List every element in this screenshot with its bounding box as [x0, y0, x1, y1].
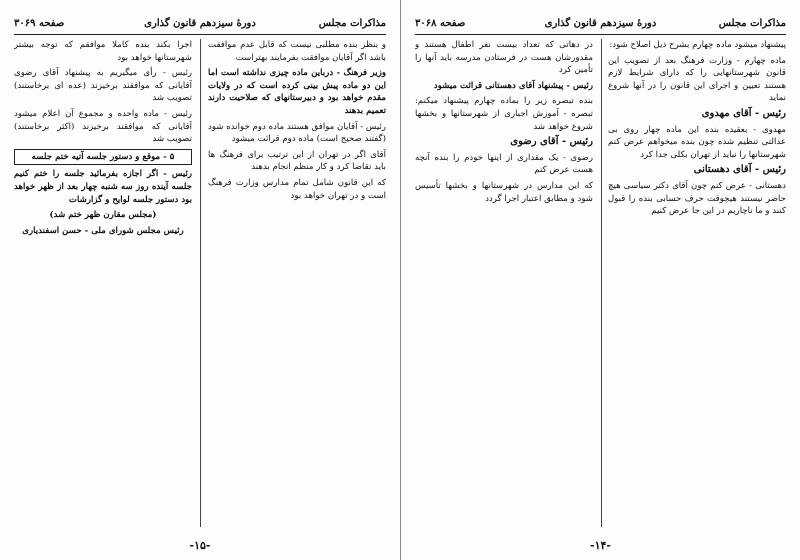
paragraph: اجرا بکند بنده کاملا موافقم که توجه بیشتر شهرستانها خواهد بود [14, 40, 192, 63]
paragraph: دهستانی - عرض کنم چون آقای دکتر سیاسی هیچ حاضر نیستند هیچوقت حرف حسابی بنده را قبول کنند و ما ناچاریم در این جا عرض کنیم [608, 180, 786, 217]
header-title: دورهٔ سیزدهم قانون گذاری [544, 18, 657, 29]
section-heading: ۵ - موقع و دستور جلسه آتیه ختم جلسه [14, 149, 192, 166]
paragraph: رئیس - آقایان موافق هستند ماده دوم خوانده شود (گفتند صحیح است) ماده دوم قرائت میشود [208, 121, 386, 145]
header-page-label: صفحه ۳۰۶۸ [415, 18, 466, 29]
column-left [415, 39, 593, 527]
paragraph: رئیس - رأی میگیریم به پیشنهاد آقای رضوی آقایانی که موافقند برخیزند (عده ای برخاستند) تصویب شد [14, 68, 192, 104]
page-header [14, 8, 386, 35]
header-title: دورهٔ سیزدهم قانون گذاری [144, 18, 256, 29]
column-divider [601, 39, 602, 527]
speaker-line: رئیس - آقای مهدوی [701, 107, 786, 119]
paragraph: مهدوی - بعقیده بنده این ماده چهار روی بی عدالتی تنظیم شده چون بنده میخواهم عرض کنم شهرستانها را نباید از تهران بکلی جدا کرد [608, 124, 786, 160]
right-page [400, 0, 800, 560]
column-left [14, 39, 192, 527]
page-header [415, 8, 786, 35]
column-divider [200, 39, 201, 527]
header-subtitle: مذاکرات مجلس [318, 18, 386, 29]
paragraph: آقای اگر در تهران از این ترتیب برای فرهنگ ها باید تقاضا کرد و کار منظم انجام بدهند [208, 149, 386, 173]
speaker-line: رئیس - آقای رضوی [510, 136, 593, 148]
paragraph: رئیس - ماده واحده و مجموع آن اعلام میشود آقایانی که موافقند برخیزند (اکثر برخاستند) تصویب شد [14, 108, 192, 145]
speaker-line: رئیس - آقای دهستانی [693, 164, 786, 176]
column-right [608, 39, 786, 527]
header-subtitle: مذاکرات مجلس [718, 18, 786, 29]
paragraph: که این مدارس در شهرستانها و بخشها تأسیس شود و مطابق اعتبار اجرا گردد [415, 180, 593, 204]
paragraph: رئیس - پیشنهاد آقای دهستانی قرائت میشود [433, 80, 593, 91]
paragraph: رئیس - اگر اجازه بفرمائید جلسه را ختم کنیم جلسه آینده روز سه شنبه چهار بعد از ظهر خواهد بود دستور جلسه لوایح و گزارشات [14, 169, 192, 205]
paragraph: بنده تبصره زیر را بماده چهارم پیشنهاد میکنم: تبصره - آموزش اجباری از شهرستانها و بخشها شروع خواهد شد [415, 96, 593, 132]
paragraph: در دهاتی که تعداد بیست نفر اطفال هستند و مقدورشان هست در فرستادن مدرسه باید آنها را تأمین کرد [415, 40, 593, 76]
closing-note: (مجلس مقارن ظهر ختم شد) [49, 210, 157, 221]
paragraph: پیشنهاد میشود ماده چهارم بشرح ذیل اصلاح شود: [609, 40, 786, 50]
paragraph: و بنظر بنده مطلبی نیست که قابل عدم موافقت باشد اگر آقایان موافقت بفرمایند بهتراست [208, 40, 386, 63]
paragraph: رضوی - یک مقداری از اینها خودم را بنده آنچه هست عرض کنم [415, 152, 593, 176]
page-number: -۱۵- [189, 539, 211, 552]
paragraph: وزیر فرهنگ - درباین ماده چیزی نداشته است اما این دو ماده پیش بینی کرده است که در ولایات مقدم خواهد بود و دبیرستانهای که صلاحیت دارند تعمیم بدهند [208, 68, 386, 116]
paragraph: ماده چهارم - وزارت فرهنگ بعد از تصویب این قانون شهرستانهایی را که دارای شرایط لازم هستند تعیین و اجرای این قانون را در آنها شروع نماید [608, 55, 786, 104]
header-page-label: صفحه ۳۰۶۹ [14, 18, 65, 29]
paragraph: که این قانون شامل تمام مدارس وزارت فرهنگ است و در تهران خواهد بود [208, 177, 386, 201]
text-columns [415, 39, 786, 527]
column-right [208, 39, 386, 527]
text-columns [14, 39, 386, 527]
page-number: -۱۴- [590, 539, 611, 552]
signature-line: رئیس مجلس شورای ملی - حسن اسفندیاری [22, 225, 184, 236]
